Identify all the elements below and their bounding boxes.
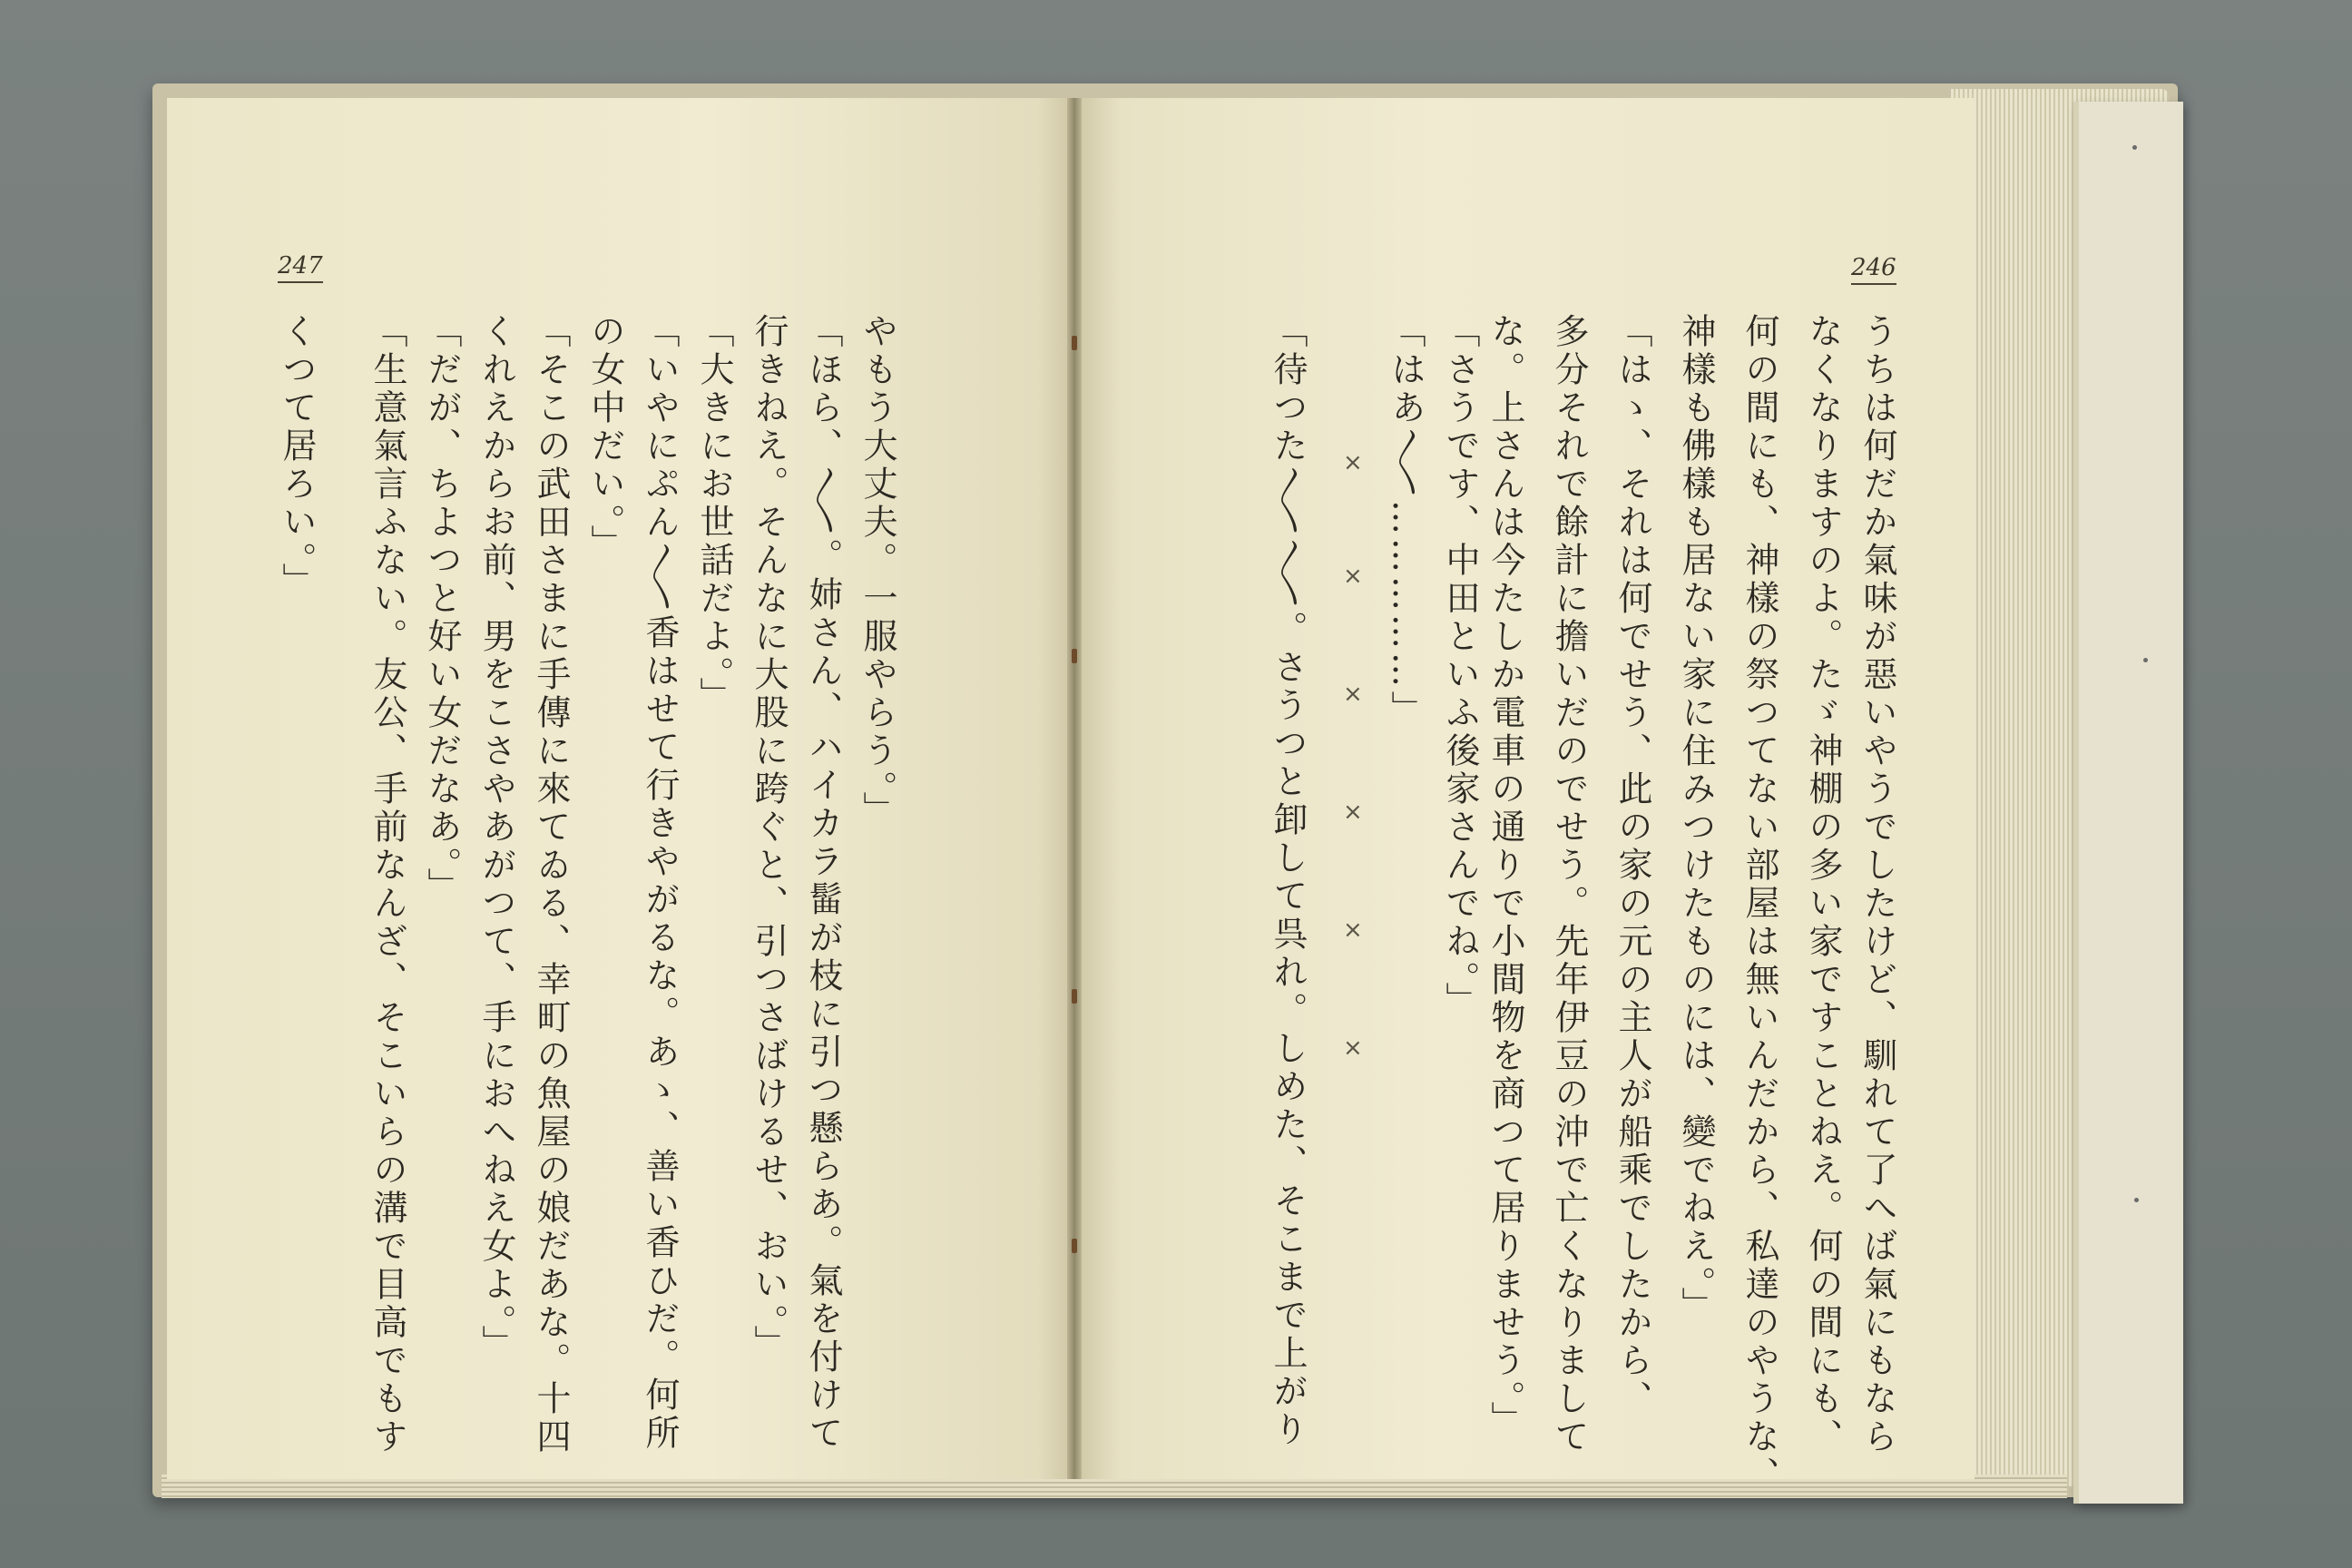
text-column: な。上さんは今たしか電車の通りで小間物を商つて居りませう。」 xyxy=(1485,313,1525,1439)
text-column: なくなりますのよ。たゞ神棚の多い家ですことねえ。何の間にも、 xyxy=(1803,313,1843,1456)
paper-speck xyxy=(2132,145,2137,150)
left-page xyxy=(167,98,1074,1479)
paper-speck xyxy=(2143,658,2148,662)
text-column: 多分それで餘計に擔いだのでせう。先年伊豆の沖で亡くなりまして xyxy=(1549,313,1589,1456)
page-number-left: 247 xyxy=(278,252,323,283)
text-column: くれえからお前、男をこさやあがつて、手におへねえ女よ。」 xyxy=(476,313,516,1363)
text-column: 「生意氣言ふない。友公、手前なんざ、そこいらの溝で目高でもす xyxy=(368,313,407,1456)
text-column: 「はあ〳〵……………」 xyxy=(1386,313,1426,729)
text-column: の女中だい。」 xyxy=(585,313,625,563)
separator-mark: × xyxy=(1343,916,1363,944)
text-column: 「いやにぷん〳〵香はせて行きやがるな。あゝ、善い香ひだ。何所 xyxy=(640,313,680,1453)
binding-stitch xyxy=(1072,336,1077,350)
separator-mark: × xyxy=(1343,681,1363,708)
text-column: 「さうです、中田といふ後家さんでね。」 xyxy=(1440,313,1480,1020)
text-column: 神樣も佛樣も居ない家に住みつけたものには、變でねえ。」 xyxy=(1676,313,1716,1325)
text-column: くつて居ろい。」 xyxy=(277,313,317,601)
binding-stitch xyxy=(1072,649,1077,663)
separator-mark: × xyxy=(1343,1034,1363,1062)
text-column: 「そこの武田さまに手傳に來てゐる、幸町の魚屋の娘だあな。十四 xyxy=(531,313,571,1456)
text-column: 何の間にも、神樣の祭つてない部屋は無いんだから、私達のやうな、 xyxy=(1740,313,1779,1494)
text-column: うちは何だか氣味が惡いやうでしたけど、馴れて了へば氣にもなら xyxy=(1857,313,1897,1456)
text-column: 「はゝ、それは何でせう、此の家の元の主人が船乘でしたから、 xyxy=(1612,313,1652,1418)
separator-mark: × xyxy=(1343,799,1363,826)
book-gutter xyxy=(1067,98,1082,1479)
separator-mark: × xyxy=(1343,449,1363,476)
binding-stitch xyxy=(1072,989,1077,1004)
separator-mark: × xyxy=(1343,563,1363,590)
binding-stitch xyxy=(1072,1239,1077,1253)
text-column: 「だが、ちよつと好い女だなあ。」 xyxy=(422,313,462,906)
page-number-right: 246 xyxy=(1851,254,1896,285)
text-column: 「待つた〳〵〳〵。さうつと卸して呉れ。しめた、そこまで上がり xyxy=(1268,313,1308,1449)
text-column: 「ほら、〳〵。姉さん、ハイカラ髷が枝に引つ懸らあ。氣を付けて xyxy=(803,313,843,1453)
text-column: 行きねえ。そんなに大股に跨ぐと、引つさばけるせ、おい。」 xyxy=(749,313,789,1363)
text-column: やもう大丈夫。一服やらう。」 xyxy=(858,313,897,829)
book-cover-right xyxy=(2073,102,2183,1504)
text-column: 「大きにお世話だよ。」 xyxy=(694,313,734,715)
paper-speck xyxy=(2134,1198,2139,1202)
